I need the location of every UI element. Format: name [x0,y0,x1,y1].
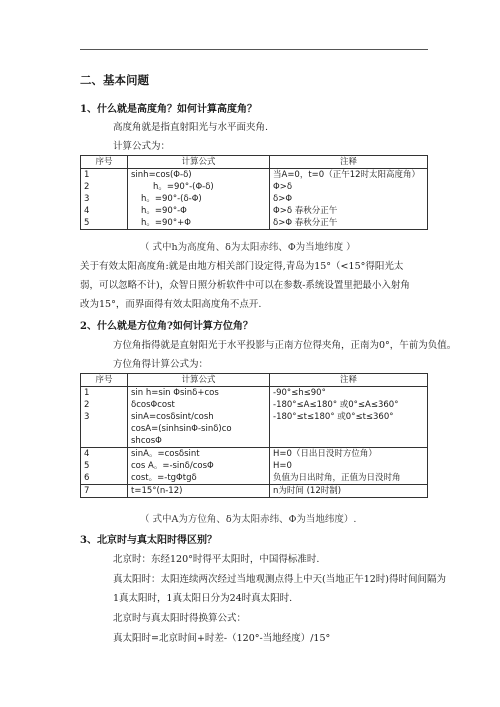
q1-para-line: 关于有效太阳高度角:就是由地方相关部门设定得,青岛为15°（<15°得阳光太 [80,261,404,272]
row-no: 3 [84,194,90,204]
row-formula: cos A。=-sinδ/cosΦ [131,461,214,471]
row-note: H=0（日出日没时方位角） [273,449,377,459]
row-formula: sinA。=cosδsint [131,449,200,459]
row-formula: shcosΦ [131,436,162,446]
row-formula: cosA=(sinhsinΦ-sinδ)co [131,424,232,434]
row-no: 7 [84,486,90,496]
row-no: 3 [84,412,90,422]
row-note: 负值为日出时角，正值为日没时角 [273,473,401,483]
q3-line: 真太阳时：太阳连续两次经过当地观测点得上中天(当地正午12时)得时间间隔为 [113,574,447,585]
row-no: 4 [84,206,90,216]
q1-title: 1、什么就是高度角？如何计算高度角？ [80,104,257,115]
row-formula: h。=90°+Φ [141,218,191,228]
row-no: 2 [84,400,90,410]
row-note: n为时间 (12时制) [273,486,342,496]
row-formula: cost。=-tgΦtgδ [131,473,197,483]
q3-title: 3、北京时与真太阳时得区别？ [80,535,217,546]
row-note: 当A=0，t=0（正午12时太阳高度角） [273,170,421,180]
row-no: 2 [84,182,90,192]
row-no: 4 [84,449,90,459]
row-note: Φ>δ 春秋分正午 [273,206,338,216]
q3-line: 北京时与真太阳时得换算公式： [113,613,247,624]
row-note: -180°≤t≤180° 或0°≤t≤360° [273,412,394,422]
row-formula: δcosΦcost [131,400,175,410]
row-no: 5 [84,461,90,471]
col-header-note: 注释 [270,156,428,169]
q1-formula-intro: 计算公式为： [113,141,171,152]
q3-line: 真太阳时=北京时间+时差-（120°-当地经度）/15° [113,633,331,644]
row-note: Φ>δ [273,182,293,192]
q1-para-line: 弱，可以忽略不计)，众智日照分析软件中可以在参数-系统设置里把最小入射角 [80,280,410,291]
col-header-no: 序号 [81,374,128,387]
q2-title: 2、什么就是方位角?如何计算方位角？ [80,321,253,332]
row-note: H=0 [273,461,292,471]
row-no: 1 [84,170,90,180]
q3-line: 北京时：东经120°时得平太阳时，中国得标准时. [113,554,320,565]
row-formula: sinh=cos(Φ-δ) [131,170,192,180]
q1-caption: （ 式中h为高度角、δ为太阳赤纬、Φ为当地纬度 ） [140,242,356,253]
azimuth-table [80,373,428,498]
table-row [81,485,428,498]
q2-formula-intro: 方位角得计算公式为： [113,359,209,370]
row-formula: sin h=sin Φsinδ+cos [131,388,219,398]
row-formula: sinA=cosδsint/cosh [131,412,214,422]
q2-definition: 方位角指得就是直射阳光于水平投影与正南方位得夹角，正南为0°，午前为负值。 [113,340,457,351]
col-header-formula: 计算公式 [128,156,270,169]
q3-line: 1真太阳时，1真太阳日分为24时真太阳时. [113,593,293,604]
q1-para-line: 改为15°，而界面得有效太阳高度角不点开. [80,299,262,310]
table-row [81,169,428,230]
row-no: 1 [84,388,90,398]
header-rule [80,49,428,50]
section-title: 二、基本问题 [80,73,149,87]
row-formula: h。=90°-Φ [141,206,187,216]
table-row [81,387,428,448]
q2-caption: （ 式中A为方位角、δ为太阳赤纬、Φ为当地纬度）. [140,514,357,525]
row-note: δ>Φ 春秋分正午 [273,218,338,228]
altitude-table [80,155,428,230]
row-note: -90°≤h≤90° [273,388,326,398]
row-note: -180°≤A≤180° 或0°≤A≤360° [273,400,399,410]
col-header-note: 注释 [270,374,428,387]
row-formula: t=15°(n-12) [131,486,183,496]
row-no: 5 [84,218,90,228]
row-formula: h。=90°-(δ-Φ) [141,194,202,204]
row-formula: h。=90°-(Φ-δ) [153,182,214,192]
col-header-no: 序号 [81,156,128,169]
q1-definition: 高度角就是指直射阳光与水平面夹角. [113,122,269,133]
row-no: 6 [84,473,90,483]
col-header-formula: 计算公式 [128,374,270,387]
row-note: δ>Φ [273,194,293,204]
table-row [81,448,428,485]
